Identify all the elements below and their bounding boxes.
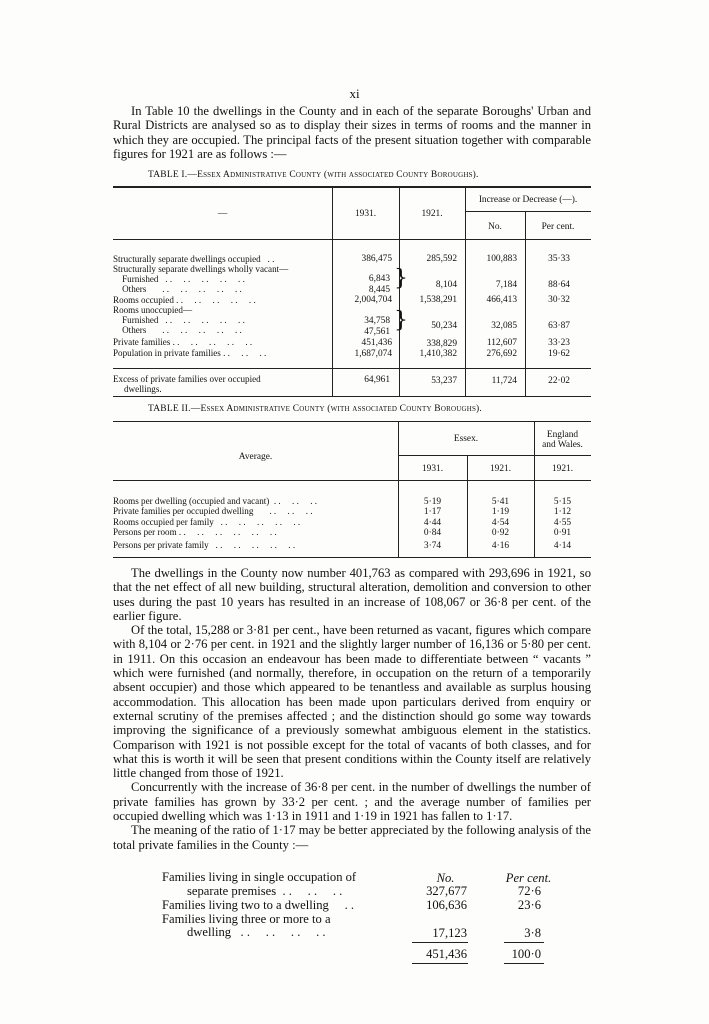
- table2-cell: 0·92: [491, 528, 510, 538]
- table2-row-label: Rooms occupied per family . . . . . . . . . .: [113, 517, 301, 527]
- table1-row-label: Furnished . . . . . . . . . .: [113, 274, 245, 284]
- table2-cell: 1·19: [491, 507, 510, 517]
- families-cell: 17,123: [432, 926, 467, 940]
- table2-cell: 4·55: [553, 518, 572, 528]
- table1-cell: 35·33: [548, 254, 570, 264]
- paragraph-families: Concurrently with the increase of 36·8 per cent. in the number of dwellings the number of private families has grown by 33·2 per cent. ; and the average number of families per occupied dwelling which was 1·13 in 1911 and 1·19 in 1921 has fallen to 1·17.: [113, 780, 591, 824]
- families-row-label: Families living two to a dwelling . .: [162, 898, 355, 912]
- table1-col-1921: 1921.: [421, 209, 443, 219]
- families-cell: 106,636: [426, 898, 467, 912]
- table1-cell: 34,758: [364, 316, 390, 326]
- table1-cell: 32,085: [491, 321, 517, 331]
- table2-row-label: Rooms per dwelling (occupied and vacant) . . . . . .: [113, 496, 318, 506]
- families-total-underline-pct: [504, 963, 544, 964]
- table1-col-pct: Per cent.: [541, 222, 575, 232]
- table2-caption-text: Essex Administrative County (with associated County Boroughs).: [200, 404, 482, 414]
- table1-cell: 22·02: [548, 376, 570, 386]
- table2-col-1921: 1921.: [489, 464, 512, 474]
- paragraph-vacants: Of the total, 15,288 or 3·81 per cent., have been returned as vacant, figures which compare with 8,104 or 2·76 per cent. in 1921 and the slightly larger number of 16,136 or 5·80 per cent. in 1911. On this occasion an endeavour has been made to differentiate between “ vacants ” which were furnished (and normally, therefore, in occupation on the return of a temporarily absent occupier) and those which appeared to be tenantless and available as surplus housing accommodation. This allocation has been made upon particulars derived from enquiry or external scrutiny of the premises affected ; and the distinction should go some way towards improving the significance of a previously somewhat ambiguous element in the statistics. Comparison with 1921 is not possible except for the total of vacants of both classes, and for what this is worth it will be seen that present conditions within the County itself are relatively little changed from those of 1921.: [113, 623, 591, 781]
- table1-row-label: Population in private families . . . . . .: [113, 348, 267, 358]
- families-cell: 327,677: [426, 884, 467, 898]
- table1-cell: 50,234: [431, 321, 457, 331]
- families-row-label: Families living three or more to a: [162, 912, 331, 926]
- table1-cell: 53,237: [431, 376, 457, 386]
- table2-col-1931: 1931.: [421, 464, 444, 474]
- table1-cell: 47,561: [364, 327, 390, 337]
- table1-stub-header: —: [217, 209, 228, 219]
- table1-row-label: Structurally separate dwellings wholly vacant—: [113, 264, 289, 274]
- table2-bottom-rule: [113, 557, 591, 558]
- families-total-rule-pct: [504, 942, 544, 943]
- table1-top-rule-2: [113, 187, 591, 188]
- table1-cell: 112,607: [486, 338, 517, 348]
- table1-cell: 6,843: [368, 274, 390, 284]
- table1-cell: 1,687,074: [354, 349, 392, 359]
- page-number: xi: [349, 86, 360, 101]
- table1-increase-rule: [465, 211, 591, 212]
- families-total-pct: 100·0: [511, 947, 541, 961]
- table1-row-label: Rooms unoccupied—: [113, 305, 193, 315]
- table1-cell: 386,475: [361, 254, 392, 264]
- families-cell: 72·6: [517, 884, 541, 898]
- table1-caption-prefix: TABLE I.—: [148, 170, 198, 180]
- table1-cell: 11,724: [491, 376, 517, 386]
- table2-cell: 4·14: [553, 541, 572, 551]
- table2-essex-header: Essex.: [453, 434, 479, 444]
- table1-cell: 63·87: [548, 321, 570, 331]
- table1-cell: 1,538,291: [419, 295, 457, 305]
- table1-cell: 466,413: [486, 295, 517, 305]
- table1-cell: 64,961: [364, 375, 390, 385]
- table1-cell: 100,883: [486, 254, 517, 264]
- table2-caption: [148, 404, 482, 414]
- table1-cell: 276,692: [486, 349, 517, 359]
- table1-caption: [148, 170, 479, 180]
- table2-cell: 0·91: [553, 528, 572, 538]
- table1-cell: 2,004,704: [354, 295, 392, 305]
- table2-cell: 5·41: [491, 497, 510, 507]
- table1-col-1931: 1931.: [354, 209, 377, 219]
- table1-excess-label-cont: dwellings.: [124, 384, 162, 394]
- table2-cell: 4·44: [423, 518, 442, 528]
- families-header-pct: Per cent.: [505, 871, 552, 885]
- families-cell: 23·6: [517, 898, 541, 912]
- table1-row-label: Structurally separate dwellings occupied . .: [113, 254, 275, 264]
- table1-row-label: Furnished . . . . . . . . . .: [113, 315, 245, 325]
- table1-caption-text: Essex Administrative County (with associated County Boroughs).: [197, 170, 479, 180]
- table1-bottom-rule: [113, 396, 591, 397]
- table2-col-ew-1921: 1921.: [551, 464, 574, 474]
- table1-cell: 338,829: [426, 339, 457, 349]
- table2-caption-prefix: TABLE II.—: [148, 404, 201, 414]
- families-cell: 3·8: [524, 926, 541, 940]
- table2-ew-header-1: England: [546, 430, 579, 440]
- table2-header-rule: [113, 480, 591, 481]
- table1-col-divider-3: [465, 187, 466, 396]
- families-row-label: separate premises . . . . . .: [187, 884, 343, 898]
- table2-cell: 4·54: [491, 518, 510, 528]
- table1-cell: 7,184: [495, 280, 517, 290]
- table2-stub-header: Average.: [238, 452, 273, 462]
- table1-col-no: No.: [488, 222, 502, 232]
- table2-cell: 4·16: [491, 541, 510, 551]
- table1-cell: 88·64: [548, 280, 570, 290]
- table1-cell: 19·62: [548, 349, 570, 359]
- table2-cell: 5·15: [553, 497, 572, 507]
- table1-cell: 8,445: [368, 285, 390, 295]
- families-row-label: dwelling . . . . . . . .: [187, 925, 326, 939]
- table1-increase-header: Increase or Decrease (—).: [478, 195, 578, 205]
- table1-row-label: Others . . . . . . . . . .: [113, 325, 242, 335]
- table1-cell: 30·32: [548, 295, 570, 305]
- table2-ew-header-2: and Wales.: [542, 440, 583, 450]
- table2-row-label: Persons per room . . . . . . . . . . . .: [113, 527, 277, 537]
- table2-sub-rule: [398, 455, 591, 456]
- table2-row-label: Persons per private family . . . . . . . . . .: [113, 540, 296, 550]
- table2-cell: 1·12: [553, 507, 572, 517]
- paragraph-ratio: The meaning of the ratio of 1·17 may be better appreciated by the following analysis of the total private families in the County :—: [113, 823, 591, 852]
- table2-cell: 3·74: [423, 541, 442, 551]
- table1-brace: }: [394, 266, 408, 291]
- table1-row-label: Others . . . . . . . . . .: [113, 284, 242, 294]
- table1-cell: 33·23: [548, 338, 570, 348]
- families-row-label: Families living in single occupation of: [162, 870, 357, 884]
- table1-header-rule: [113, 239, 591, 240]
- intro-text: In Table 10 the dwellings in the County and in each of the separate Boroughs' Urban and Rural Districts are analysed so as to display their sizes in terms of rooms and the manner in which they are occupied. The principal facts of the present situation together with comparable figures for 1921 are as follows :—: [113, 104, 591, 161]
- table1-brace: }: [394, 308, 408, 333]
- paragraph-dwellings: The dwellings in the County now number 401,763 as compared with 293,696 in 1921, so that the net effect of all new building, structural alteration, demolition and conversion to other uses during the past 10 years has resulted in an increase of 108,067 or 36·8 per cent. of the earlier figure.: [113, 566, 591, 623]
- table1-row-label: Private families . . . . . . . . . .: [113, 337, 253, 347]
- table1-row-label: Rooms occupied . . . . . . . . . .: [113, 295, 256, 305]
- table1-cell: 8,104: [435, 280, 457, 290]
- intro-paragraph: [113, 104, 591, 161]
- table1-cell: 451,436: [361, 338, 392, 348]
- table1-cell: 285,592: [426, 254, 457, 264]
- table2-top-rule: [113, 421, 591, 422]
- table2-cell: 5·19: [423, 497, 442, 507]
- table2-cell: 1·17: [423, 507, 442, 517]
- table1-excess-rule: [113, 368, 591, 369]
- families-total-rule-no: [412, 942, 468, 943]
- families-total-no: 451,436: [426, 947, 467, 961]
- body-paragraphs: [113, 566, 591, 852]
- table1-excess-label: Excess of private families over occupied: [113, 374, 261, 384]
- families-header-no: No.: [436, 871, 455, 885]
- table2-row-label: Private families per occupied dwelling . . . . . .: [113, 506, 313, 516]
- table1-cell: 1,410,382: [419, 349, 457, 359]
- table2-cell: 0·84: [423, 528, 442, 538]
- families-total-underline-no: [412, 963, 468, 964]
